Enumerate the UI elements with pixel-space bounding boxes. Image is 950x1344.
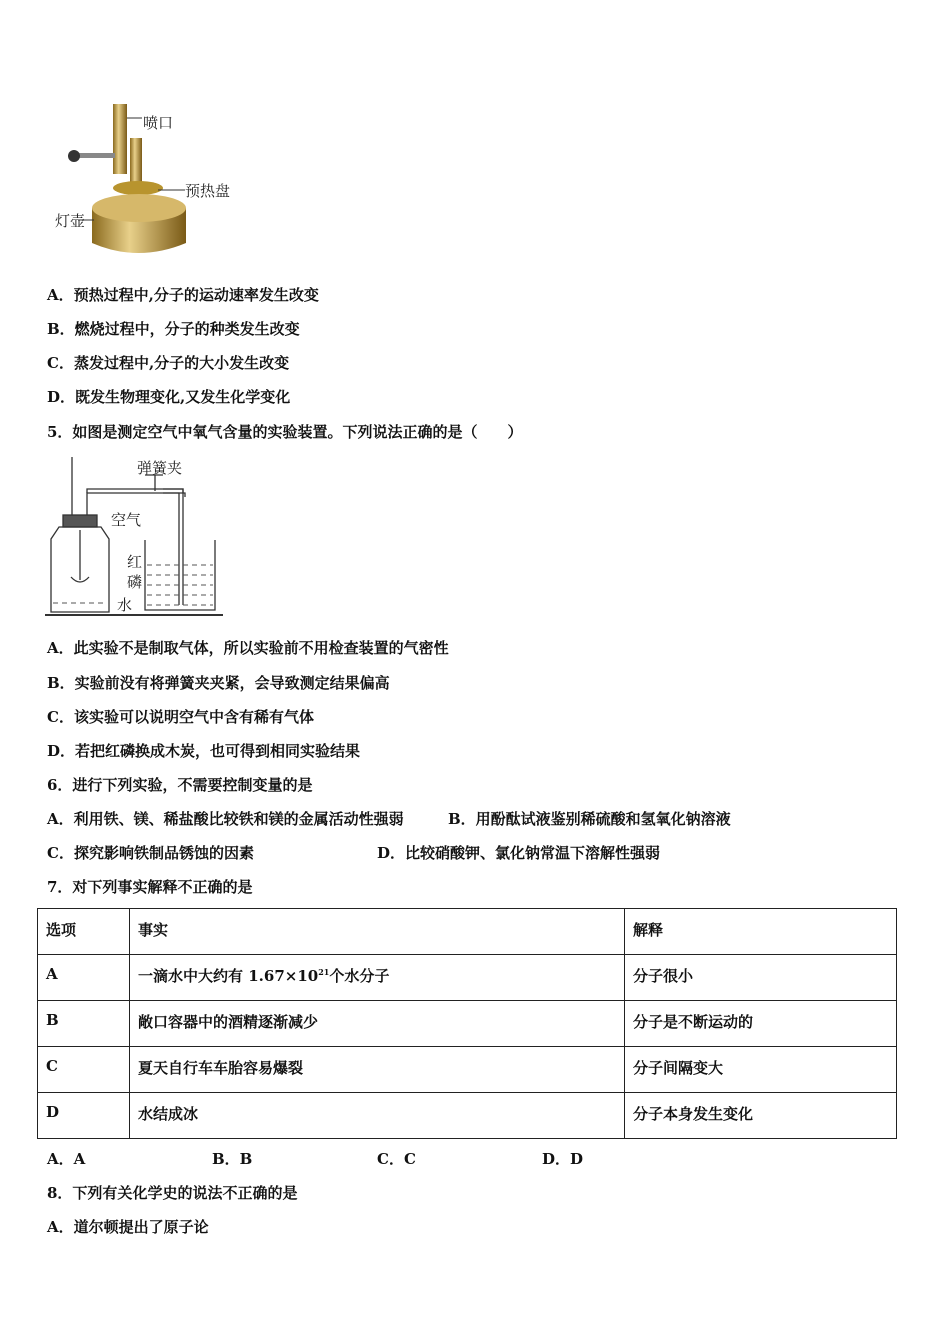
label-air: 空气 [111,511,142,529]
row-explanation: 分子本身发生变化 [625,1093,897,1139]
q4-option-c: C．蒸发过程中,分子的大小发生改变 [47,354,290,372]
oxygen-experiment-figure [45,455,230,623]
q4-option-b: B．燃烧过程中，分子的种类发生改变 [47,320,300,338]
q5-option-a: A．此实验不是制取气体，所以实验前不用检查装置的气密性 [47,639,449,657]
q4-option-d: D．既发生物理变化,又发生化学变化 [47,388,291,406]
q5-stem: 5．如图是测定空气中氧气含量的实验装置。下列说法正确的是（ ） [47,423,523,441]
row-explanation: 分子很小 [625,955,897,1001]
label-phosphorus: 磷 [127,573,143,591]
q4-option-a: A．预热过程中,分子的运动速率发生改变 [47,286,319,304]
q7-answer-c: C．C [377,1150,416,1168]
table-row [38,1093,897,1139]
fact-text-end: 个水分子 [329,967,390,985]
row-option: C [38,1047,130,1093]
q7-answer-b: B．B [212,1150,253,1168]
label-red: 红 [127,553,143,571]
row-fact [130,955,625,1001]
table-header-row [38,909,897,955]
table-row [38,1047,897,1093]
q5-option-c: C．该实验可以说明空气中含有稀有气体 [47,708,314,726]
row-fact: 夏天自行车车胎容易爆裂 [130,1047,625,1093]
q5-option-b: B．实验前没有将弹簧夹夹紧，会导致测定结果偏高 [47,674,390,692]
q6-option-d: D．比较硝酸钾、氯化钠常温下溶解性强弱 [377,844,661,862]
q6-option-b: B．用酚酞试液鉴别稀硫酸和氢氧化钠溶液 [448,810,731,828]
q8-stem: 8．下列有关化学史的说法不正确的是 [47,1184,298,1202]
alcohol-blowtorch-figure [50,98,250,263]
header-explanation: 解释 [625,909,897,955]
q5-option-d: D．若把红磷换成木炭，也可得到相同实验结果 [47,742,361,760]
q6-option-a: A．利用铁、镁、稀盐酸比较铁和镁的金属活动性强弱 [47,810,404,828]
row-fact: 敞口容器中的酒精逐渐减少 [130,1001,625,1047]
row-option: B [38,1001,130,1047]
label-nozzle: 喷口 [143,114,174,132]
row-option: D [38,1093,130,1139]
q7-table [37,908,897,1139]
fact-exponent: 21 [318,967,330,977]
header-option: 选项 [38,909,130,955]
header-fact: 事实 [130,909,625,955]
q7-stem: 7．对下列事实解释不正确的是 [47,878,253,896]
label-spring-clip: 弹簧夹 [137,459,183,477]
q8-option-a: A．道尔顿提出了原子论 [47,1218,209,1236]
row-fact: 水结成冰 [130,1093,625,1139]
q6-stem: 6．进行下列实验，不需要控制变量的是 [47,776,313,794]
row-option: A [38,955,130,1001]
label-lamp-pot: 灯壶 [55,212,86,230]
label-preheat-plate: 预热盘 [185,182,231,200]
row-explanation: 分子间隔变大 [625,1047,897,1093]
q6-option-c: C．探究影响铁制品锈蚀的因素 [47,844,254,862]
q7-answer-a: A．A [47,1150,86,1168]
fact-text: 一滴水中大约有 1.67×10 [138,967,319,985]
table-row [38,1001,897,1047]
table-row [38,955,897,1001]
row-explanation: 分子是不断运动的 [625,1001,897,1047]
q7-answer-d: D．D [542,1150,584,1168]
label-water: 水 [117,596,133,614]
